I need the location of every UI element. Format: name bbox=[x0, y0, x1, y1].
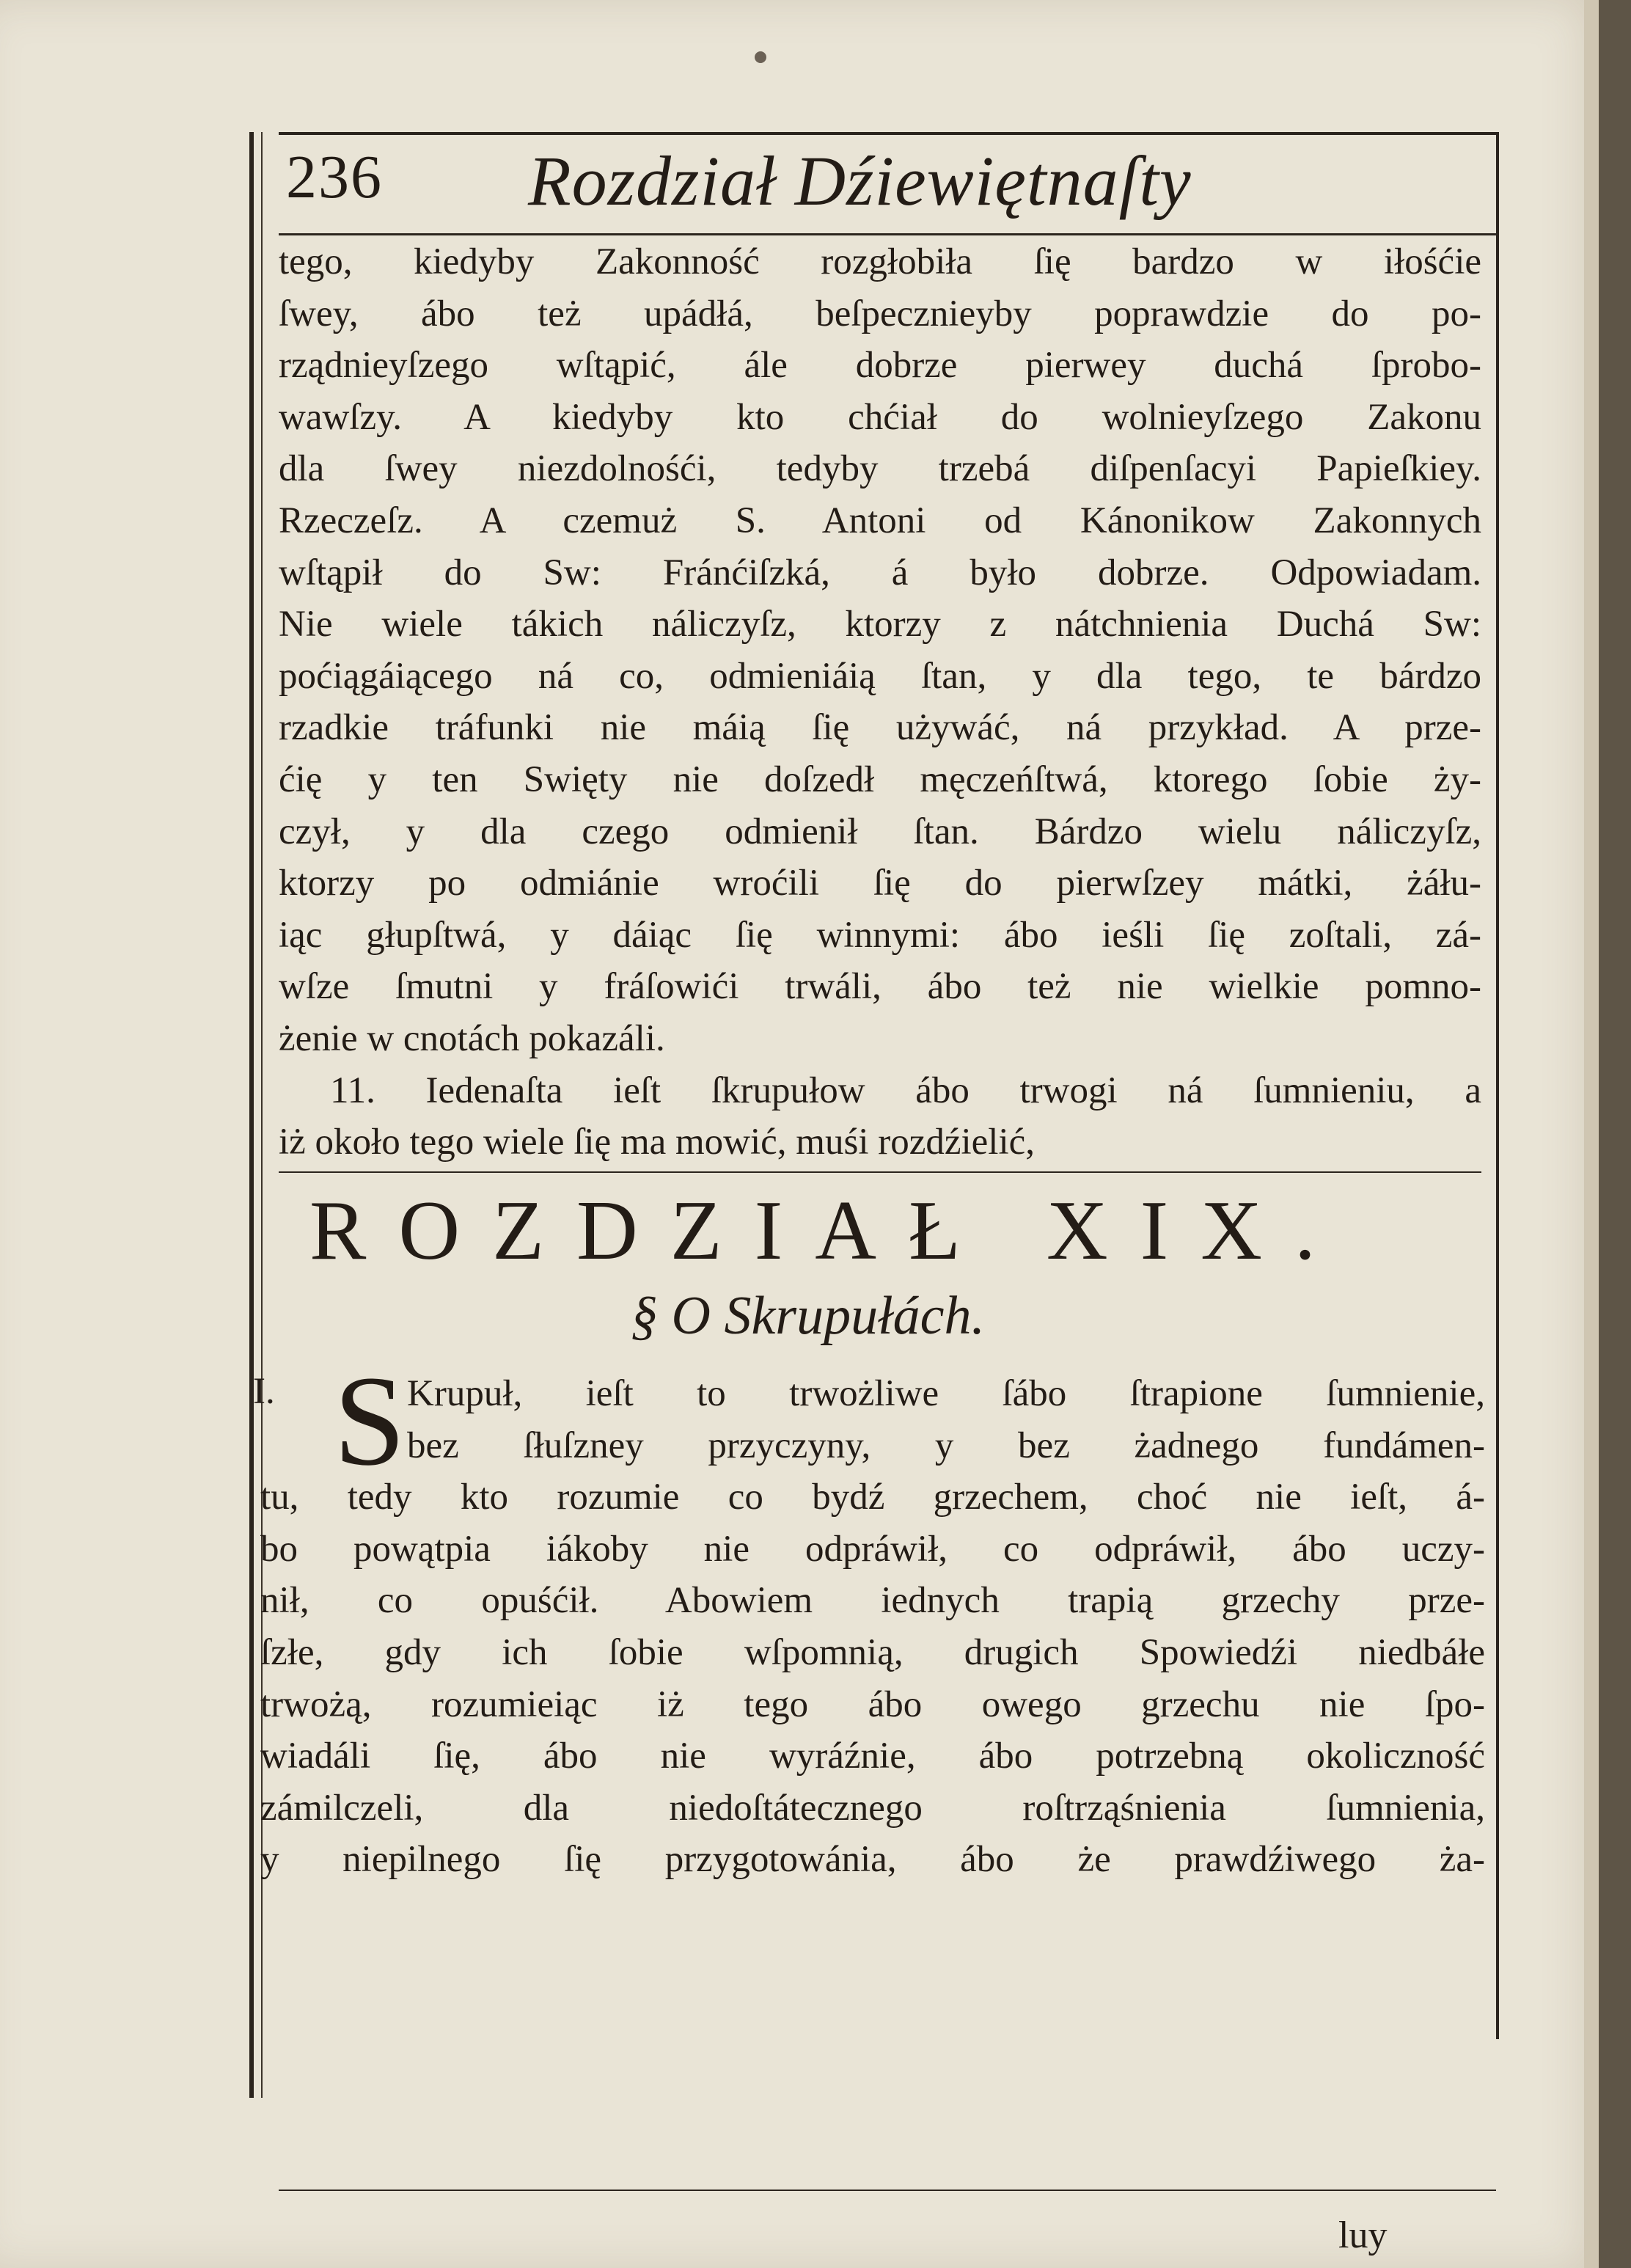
text-line: tu, tedy kto rozumie co bydź grzechem, choć nie ieſt, á- bbox=[260, 1477, 1485, 1518]
section-text bbox=[253, 1368, 1485, 1886]
text-line: trwożą, rozumieiąc iż tego ábo owego grzechu nie ſpo- bbox=[260, 1683, 1485, 1725]
text-line: dla ſwey niezdolnośći, tedyby trzebá diſpenſacyi Papieſkiey. bbox=[279, 448, 1481, 490]
frame-right-rule bbox=[1496, 132, 1499, 2039]
text-line: tego, kiedyby Zakonność rozgłobiła ſię bardzo w iłośćie bbox=[279, 241, 1481, 282]
paragraph-11-line: 11. Iedenaſta ieſt ſkrupułow ábo trwogi ná ſumnieniu, a bbox=[330, 1069, 1481, 1111]
text-line: ſzłe, gdy ich ſobie wſpomnią, drugich Spowiedźi niedbáłe bbox=[260, 1631, 1485, 1673]
pin-hole bbox=[755, 51, 766, 63]
text-line: wſze ſmutni y fráſowići trwáli, ábo też nie wielkie pomno- bbox=[279, 966, 1481, 1008]
text-line: wawſzy. A kiedyby kto chćiał do wolnieyſzego Zakonu bbox=[279, 396, 1481, 438]
text-line: iąc głupſtwá, y dáiąc ſię winnymi: ábo ieśli ſię zoſtali, zá- bbox=[279, 914, 1481, 956]
text-line: zámilczeli, dla niedoſtátecznego roſtrząśnienia ſumnienia, bbox=[260, 1787, 1485, 1829]
catchword: luy bbox=[1338, 2214, 1388, 2256]
chapter-title: ROZDZIAŁ XIX. bbox=[309, 1184, 1349, 1278]
text-line: y niepilnego ſię przygotowánia, ábo że prawdźiwego ża- bbox=[260, 1839, 1485, 1881]
drop-cap: S bbox=[334, 1350, 406, 1493]
paragraph-11-line: iż około tego wiele ſię ma mowić, muśi rozdźielić, bbox=[279, 1122, 1036, 1163]
text-line: ktorzy po odmiánie wroćili ſię do pierwſzey mátki, żáłu- bbox=[279, 863, 1481, 904]
text-line: nił, co opuśćił. Abowiem iednych trapią grzechy prze- bbox=[260, 1580, 1485, 1622]
paragraph-number: I. bbox=[253, 1371, 275, 1412]
header-bottom-rule bbox=[279, 233, 1496, 235]
text-line: bez ſłuſzney przyczyny, y bez żadnego fundámen- bbox=[407, 1424, 1485, 1466]
text-line: żenie w cnotách pokazáli. bbox=[279, 1017, 665, 1059]
text-line: wſtąpił do Sw: Fránćiſzká, á było dobrze. Odpowiadam. bbox=[279, 552, 1481, 593]
binding-gutter bbox=[1599, 0, 1631, 2268]
main-text bbox=[279, 236, 1481, 1168]
text-line: rządnieyſzego wſtąpić, ále dobrze pierwey duchá ſprobo- bbox=[279, 345, 1481, 387]
chapter-rule bbox=[279, 1171, 1481, 1173]
text-line: wiadáli ſię, ábo nie wyráźnie, ábo potrzebną okoliczność bbox=[260, 1735, 1485, 1777]
text-line: Nie wiele tákich náliczyſz, ktorzy z nátchnienia Duchá Sw: bbox=[279, 604, 1481, 645]
text-line: ćię y ten Swięty nie doſzedł męczeńſtwá, ktorego ſobie ży- bbox=[279, 758, 1481, 800]
text-line: czył, y dla czego odmienił ſtan. Bárdzo wielu náliczyſz, bbox=[279, 811, 1481, 852]
section-title: § O Skrupułách. bbox=[631, 1286, 985, 1346]
running-head: Rozdział Dźiewiętnaſty bbox=[528, 142, 1192, 220]
text-line: poćiągáiącego ná co, odmieniáią ſtan, y dla tego, te bárdzo bbox=[279, 655, 1481, 697]
text-line: bo powątpia iákoby nie odpráwił, co odpráwił, ábo uczy- bbox=[260, 1528, 1485, 1570]
page-number: 236 bbox=[286, 143, 383, 211]
header-top-rule bbox=[279, 132, 1496, 135]
text-line: rzadkie tráfunki nie máią ſię używáć, ná przykład. A prze- bbox=[279, 707, 1481, 749]
text-line: ſwey, ábo też upádłá, beſpecznieyby poprawdzie do po- bbox=[279, 293, 1481, 334]
footer-rule bbox=[279, 2190, 1496, 2191]
text-line: Rzeczeſz. A czemuż S. Antoni od Kánonikow Zakonnych bbox=[279, 500, 1481, 541]
page-header bbox=[279, 136, 1496, 231]
text-line: Krupuł, ieſt to trwożliwe ſábo ſtrapione ſumnienie, bbox=[407, 1373, 1485, 1414]
